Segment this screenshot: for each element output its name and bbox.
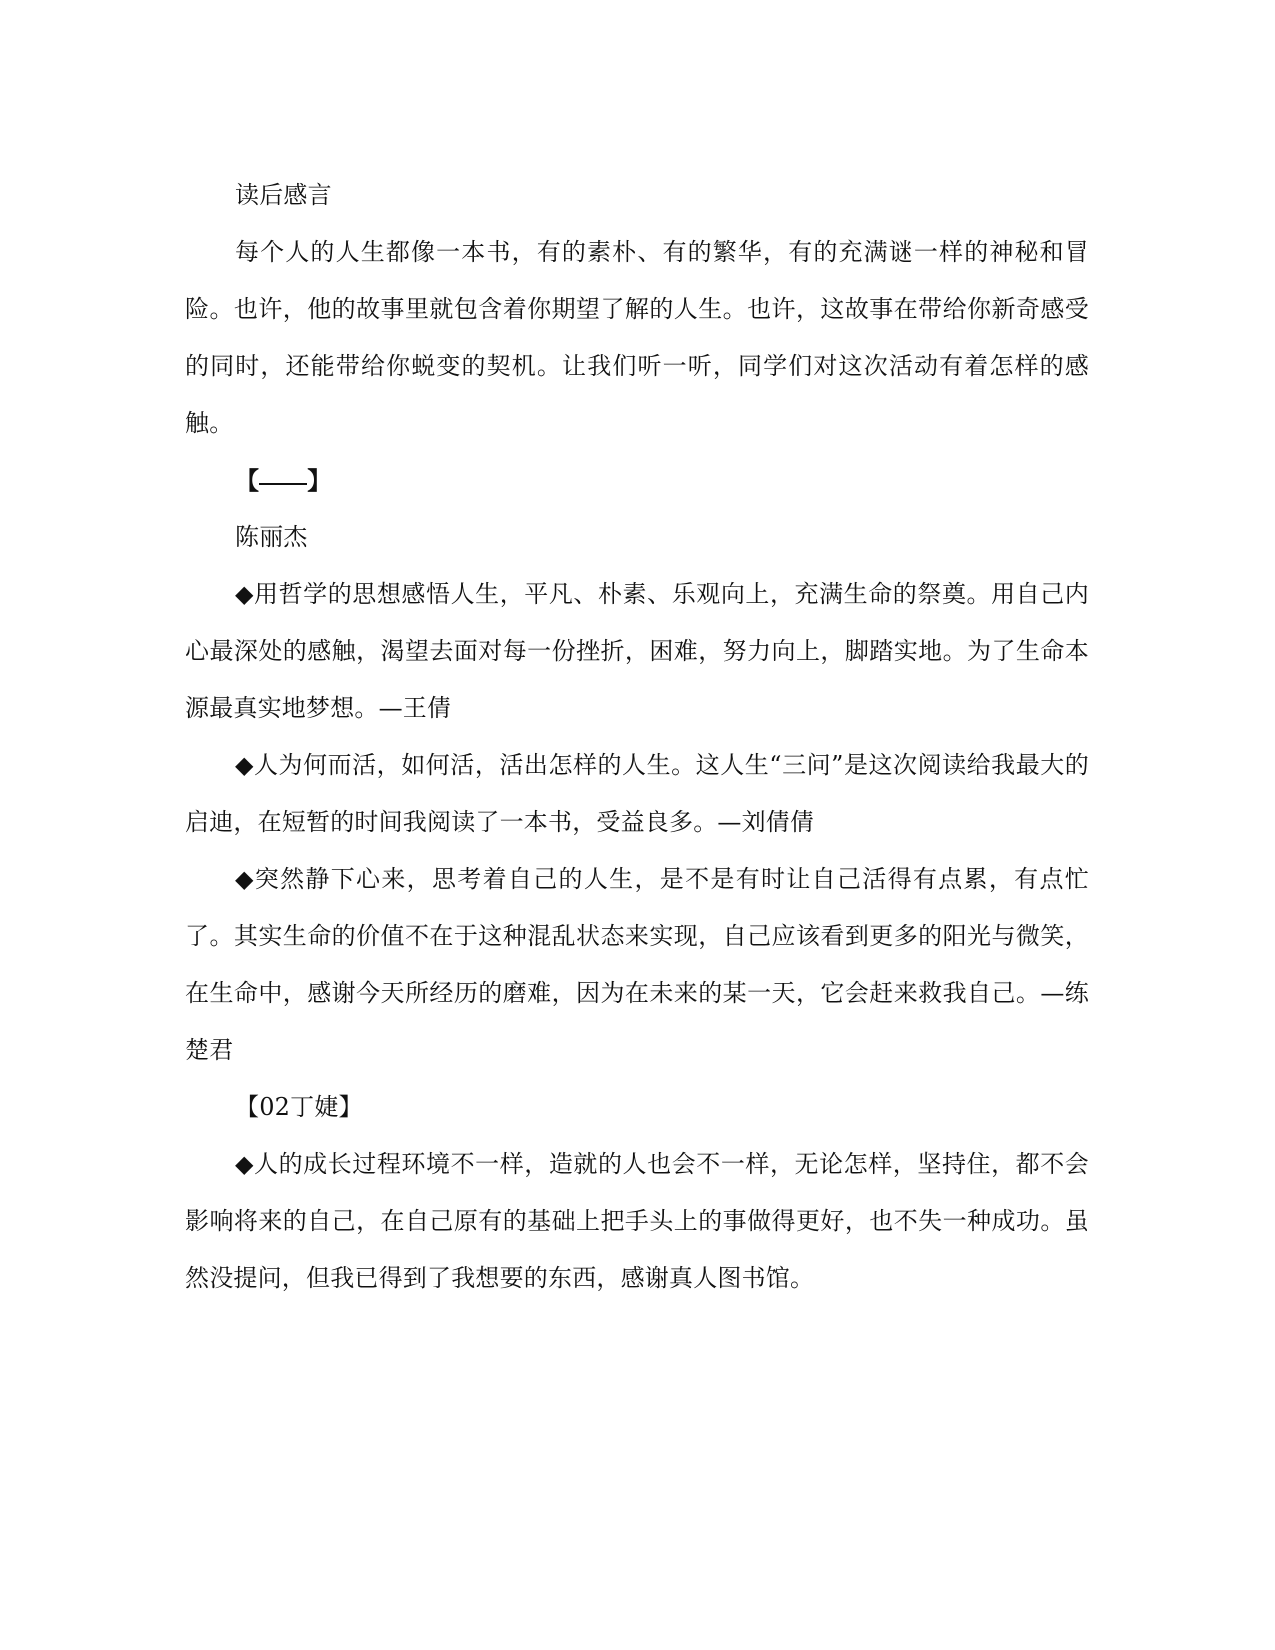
comment-lian-chujun: ◆突然静下心来，思考着自己的人生，是不是有时让自己活得有点累，有点忙了。其实生命的价值不在于这种混乱状态来实现，自己应该看到更多的阳光与微笑，在生命中，感谢今天所经历的磨难，因为在未来的某一天，它会赶来救我自己。—练楚君	[185, 865, 1089, 1064]
intro-paragraph: 每个人的人生都像一本书，有的素朴、有的繁华，有的充满谜一样的神秘和冒险。也许，他的故事里就包含着你期望了解的人生。也许，这故事在带给你新奇感受的同时，还能带给你蜕变的契机。让我们听一听，同学们对这次活动有着怎样的感触。	[185, 238, 1089, 437]
section-2-heading: 【02丁婕】	[235, 1093, 363, 1121]
comment-liu-qianqian: ◆人为何而活，如何活，活出怎样的人生。这人生“三问”是这次阅读给我最大的启迪，在短暂的时间我阅读了一本书，受益良多。—刘倩倩	[185, 751, 1089, 836]
section-1-heading	[185, 452, 1089, 509]
document-title: 读后感言	[235, 181, 332, 209]
document-body	[185, 167, 1089, 1307]
comment-wang-qian: ◆用哲学的思想感悟人生，平凡、朴素、乐观向上，充满生命的祭奠。用自己内心最深处的感触，渴望去面对每一份挫折，困难，努力向上，脚踏实地。为了生命本源最真实地梦想。—王倩	[185, 580, 1089, 722]
section-1-close-bracket: 】	[307, 466, 332, 495]
section-1-blank	[259, 483, 307, 485]
section-1-speaker: 陈丽杰	[235, 523, 308, 551]
section-1-open-bracket: 【	[235, 466, 260, 495]
comment-ding-jie: ◆人的成长过程环境不一样，造就的人也会不一样，无论怎样，坚持住，都不会影响将来的自己，在自己原有的基础上把手头上的事做得更好，也不失一种成功。虽然没提问，但我已得到了我想要的东西，感谢真人图书馆。	[185, 1150, 1089, 1292]
